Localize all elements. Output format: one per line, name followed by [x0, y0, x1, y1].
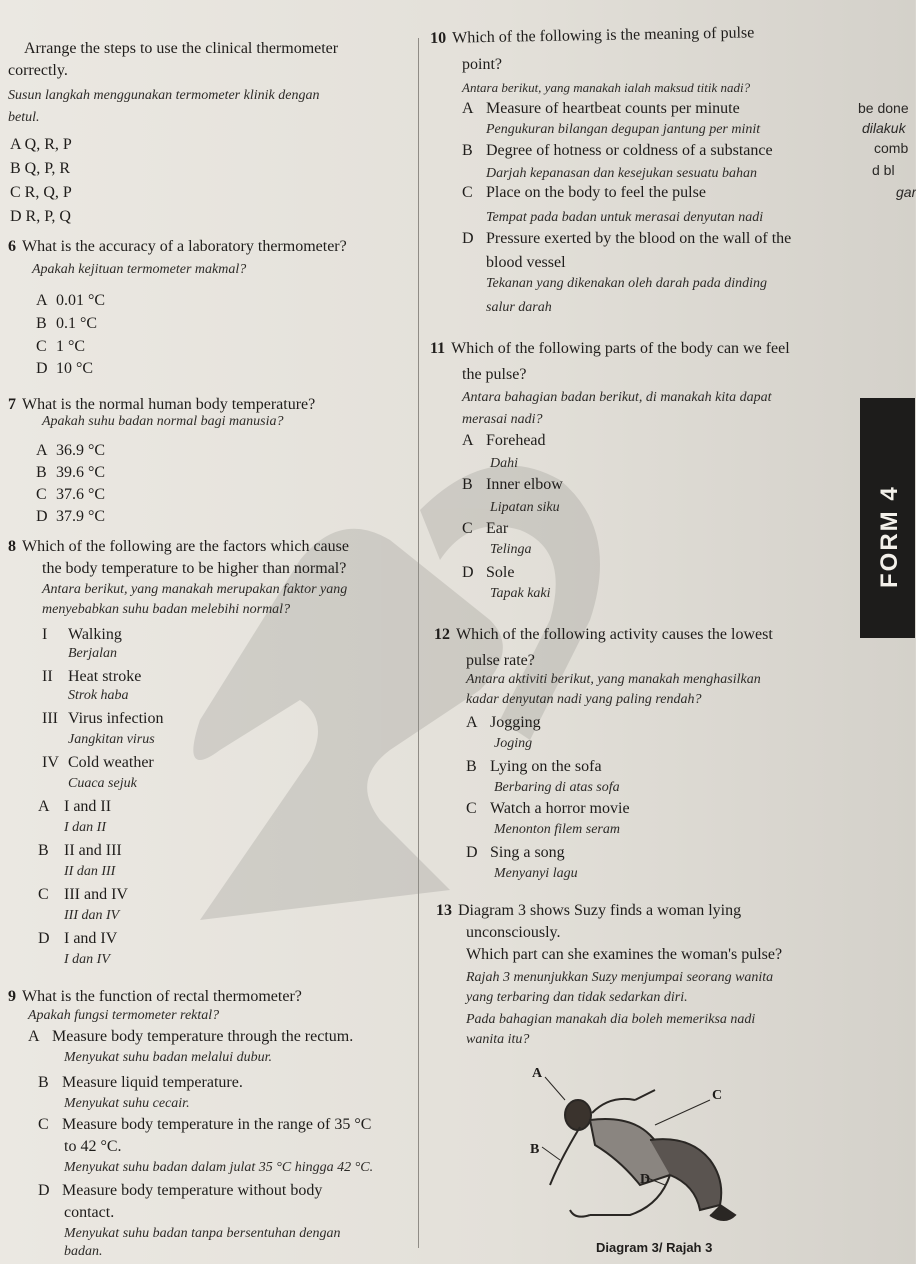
question-translation: Antara berikut, yang manakah ialah maksud titik nadi? — [462, 80, 751, 95]
option-a[interactable] — [36, 440, 105, 462]
question-text: correctly. — [8, 62, 68, 79]
woman-forearm — [635, 1090, 655, 1100]
option-text: 1 °C — [56, 338, 86, 355]
option-c[interactable] — [38, 1114, 371, 1136]
option-translation: Pengukuran bilangan degupan jantung per minit — [486, 122, 761, 137]
form-4-side-tab — [860, 398, 915, 638]
option-d[interactable] — [36, 358, 93, 380]
question-translation: Antara aktiviti berikut, yang manakah menghasilkan — [466, 672, 761, 687]
diagram-3-illustration — [520, 1065, 750, 1240]
option-text: Measure of heartbeat counts per minute — [486, 100, 740, 117]
option-text: I and IV — [64, 930, 118, 947]
option-letter: D — [462, 564, 474, 581]
question-text: the pulse? — [462, 366, 527, 383]
option-translation: Menyanyi lagu — [494, 866, 578, 881]
figure-label-a: A — [532, 1066, 543, 1081]
option-text: 10 °C — [56, 360, 94, 377]
option-text: 37.6 °C — [56, 486, 106, 503]
question-translation: Apakah suhu badan normal bagi manusia? — [42, 414, 284, 429]
statement-translation: Berjalan — [68, 646, 117, 661]
option-translation: badan. — [64, 1244, 103, 1259]
option-translation: II dan III — [64, 864, 116, 879]
statement-text: Virus infection — [68, 710, 164, 727]
option-text: III and IV — [64, 886, 128, 903]
option-b[interactable]: B Q, P, R — [10, 160, 71, 177]
option-text: 0.01 °C — [56, 292, 106, 309]
question-number: 13 — [436, 902, 452, 919]
woman-leg — [590, 1175, 670, 1215]
question-translation: Antara berikut, yang manakah merupakan faktor yang — [42, 582, 348, 597]
question-translation: kadar denyutan nadi yang paling rendah? — [466, 692, 702, 707]
option-letter: A — [38, 798, 50, 815]
option-a[interactable] — [462, 430, 546, 452]
option-letter: D — [466, 844, 478, 861]
option-letter: A — [462, 100, 474, 117]
option-letter: B — [36, 464, 47, 481]
option-text: Measure body temperature through the rectum. — [52, 1028, 354, 1045]
figure-caption: Diagram 3/ Rajah 3 — [596, 1240, 713, 1255]
question-number: 10 — [430, 29, 447, 47]
option-letter: D — [36, 360, 48, 377]
question-number: 8 — [8, 538, 16, 555]
option-letter: D — [38, 930, 50, 947]
option-c[interactable] — [462, 182, 706, 204]
question-text: Which of the following parts of the body can we feel — [451, 340, 790, 357]
statement-text: Heat stroke — [68, 668, 142, 685]
question-text: Which of the following activity causes the lowest — [456, 626, 773, 643]
option-letter: B — [462, 476, 473, 493]
question-12 — [434, 624, 773, 646]
question-translation: Apakah kejituan termometer makmal? — [32, 262, 247, 277]
option-letter: C — [462, 184, 473, 201]
option-text: contact. — [64, 1204, 115, 1221]
question-translation: Rajah 3 menunjukkan Suzy menjumpai seorang wanita — [466, 970, 774, 985]
side-tab-label: FORM 4 — [876, 485, 903, 588]
option-d[interactable] — [466, 842, 565, 864]
option-text: Measure body temperature without body — [62, 1182, 323, 1199]
option-translation: Tapak kaki — [490, 586, 551, 601]
question-translation: Antara bahagian badan berikut, di manakah kita dapat — [462, 390, 772, 405]
option-a[interactable] — [38, 796, 111, 818]
option-letter: C — [38, 1116, 49, 1133]
option-letter: B — [462, 142, 473, 159]
question-text: Diagram 3 shows Suzy finds a woman lying — [458, 902, 742, 919]
statement-number: II — [42, 668, 53, 685]
option-d[interactable]: D R, P, Q — [10, 208, 71, 225]
question-translation: merasai nadi? — [462, 412, 543, 427]
question-13 — [436, 900, 741, 922]
statement-2 — [42, 666, 141, 688]
option-letter: D — [462, 230, 474, 247]
option-b[interactable] — [36, 462, 105, 484]
option-c[interactable] — [38, 884, 128, 906]
statement-text: Walking — [68, 626, 122, 643]
option-b[interactable] — [462, 474, 563, 496]
question-translation: Apakah fungsi termometer rektal? — [28, 1008, 220, 1023]
statement-translation: Cuaca sejuk — [68, 776, 137, 791]
option-letter: A — [36, 292, 48, 309]
option-letter: A — [36, 442, 48, 459]
option-text: Forehead — [486, 432, 546, 449]
option-d[interactable] — [38, 928, 117, 950]
option-text: II and III — [64, 842, 122, 859]
option-letter: A — [28, 1028, 40, 1045]
option-b[interactable] — [466, 756, 602, 778]
option-translation: I dan IV — [64, 952, 110, 967]
option-translation: salur darah — [486, 300, 552, 315]
option-c[interactable]: C R, Q, P — [10, 184, 72, 201]
edge-fragment: comb — [874, 140, 909, 156]
option-text: Ear — [486, 520, 509, 537]
option-translation: Telinga — [490, 542, 532, 557]
question-text: unconsciously. — [466, 924, 561, 941]
option-c[interactable] — [36, 484, 105, 506]
option-text: Pressure exerted by the blood on the wall of the — [486, 230, 792, 247]
question-translation: Susun langkah menggunakan termometer klinik dengan — [8, 88, 320, 103]
option-letter: A — [466, 714, 478, 731]
option-a[interactable] — [462, 98, 740, 120]
option-translation: Dahi — [490, 456, 518, 471]
option-translation: Menyukat suhu cecair. — [64, 1096, 190, 1111]
option-translation: Menyukat suhu badan melalui dubur. — [64, 1050, 273, 1065]
option-b[interactable] — [38, 1072, 243, 1094]
option-text: 36.9 °C — [56, 442, 106, 459]
option-translation: I dan II — [64, 820, 106, 835]
option-text: Watch a horror movie — [490, 800, 630, 817]
option-translation: Tempat pada badan untuk merasai denyutan nadi — [486, 210, 764, 225]
option-letter: C — [38, 886, 49, 903]
statement-4 — [42, 752, 154, 774]
edge-fragment: dilakuk — [862, 120, 906, 136]
option-text: 0.1 °C — [56, 315, 98, 332]
question-11 — [430, 338, 790, 360]
option-text: Inner elbow — [486, 476, 563, 493]
woman-head — [565, 1100, 591, 1130]
option-text: Lying on the sofa — [490, 758, 602, 775]
option-translation: Menyukat suhu badan tanpa bersentuhan dengan — [64, 1226, 341, 1241]
question-number: 6 — [8, 238, 16, 255]
option-c[interactable] — [36, 336, 85, 358]
question-translation: wanita itu? — [466, 1032, 530, 1047]
edge-fragment: d bl — [872, 162, 895, 178]
statement-text: Cold weather — [68, 754, 154, 771]
option-text: Sing a song — [490, 844, 565, 861]
option-translation: Tekanan yang dikenakan oleh darah pada dinding — [486, 276, 768, 291]
question-text: point? — [462, 56, 502, 73]
option-letter: A — [462, 432, 474, 449]
pointer-line-a — [545, 1077, 565, 1100]
option-translation: Berbaring di atas sofa — [494, 780, 620, 795]
option-d[interactable] — [462, 562, 514, 584]
option-text: Sole — [486, 564, 515, 581]
option-text: Measure liquid temperature. — [62, 1074, 243, 1091]
question-text: What is the accuracy of a laboratory thermometer? — [22, 238, 347, 255]
option-translation: Menonton filem seram — [494, 822, 620, 837]
option-text: blood vessel — [486, 254, 566, 271]
statement-number: IV — [42, 754, 59, 771]
option-text: to 42 °C. — [64, 1138, 122, 1155]
option-c[interactable] — [466, 798, 630, 820]
question-6 — [8, 236, 347, 258]
option-letter: D — [38, 1182, 50, 1199]
question-number: 9 — [8, 988, 16, 1005]
question-text: pulse rate? — [466, 652, 535, 669]
question-translation: yang terbaring dan tidak sedarkan diri. — [466, 990, 688, 1005]
option-letter: C — [36, 486, 47, 503]
option-text: 39.6 °C — [56, 464, 106, 481]
question-translation: menyebabkan suhu badan melebihi normal? — [42, 602, 291, 617]
option-letter: B — [38, 1074, 49, 1091]
option-text: 37.9 °C — [56, 508, 106, 525]
option-letter: B — [466, 758, 477, 775]
option-letter: D — [36, 508, 48, 525]
question-text: Which of the following are the factors which cause — [22, 538, 349, 555]
option-letter: B — [36, 315, 47, 332]
option-b[interactable] — [462, 140, 773, 162]
option-c[interactable] — [462, 518, 508, 540]
question-text: Arrange the steps to use the clinical thermometer — [24, 40, 339, 57]
figure-label-b: B — [530, 1142, 540, 1157]
option-letter: C — [36, 338, 47, 355]
pointer-line-c — [655, 1100, 710, 1125]
option-d[interactable] — [462, 228, 791, 250]
option-translation: Joging — [494, 736, 533, 751]
option-d[interactable] — [36, 506, 105, 528]
column-divider — [418, 38, 419, 1248]
question-text: the body temperature to be higher than normal? — [42, 560, 347, 577]
option-translation: Menyukat suhu badan dalam julat 35 °C hingga 42 °C. — [64, 1160, 374, 1175]
edge-fragment: be done — [858, 100, 909, 116]
option-a[interactable]: A Q, R, P — [10, 136, 72, 153]
option-text: Measure body temperature in the range of 35 °C — [62, 1116, 372, 1133]
statement-1 — [42, 624, 122, 646]
option-letter: B — [38, 842, 49, 859]
question-number: 7 — [8, 396, 16, 413]
option-a[interactable] — [466, 712, 541, 734]
question-text: Which of the following is the meaning of pulse — [452, 24, 755, 47]
question-10 — [430, 22, 754, 50]
question-9 — [8, 986, 302, 1008]
option-letter: C — [462, 520, 473, 537]
option-translation: Lipatan siku — [490, 500, 560, 515]
option-a[interactable] — [36, 290, 105, 312]
statement-translation: Strok haba — [68, 688, 129, 703]
question-8 — [8, 536, 349, 558]
question-translation: Pada bahagian manakah dia boleh memeriksa nadi — [466, 1012, 756, 1027]
woman-foot — [570, 1210, 590, 1217]
option-text: Place on the body to feel the pulse — [486, 184, 706, 201]
pointer-line-b — [542, 1147, 560, 1160]
figure-label-d: D — [640, 1172, 651, 1187]
option-translation: Darjah kepanasan dan kesejukan sesuatu bahan — [486, 166, 758, 181]
option-d[interactable] — [38, 1180, 322, 1202]
statement-number: I — [42, 626, 48, 643]
statement-translation: Jangkitan virus — [68, 732, 155, 747]
option-text: Jogging — [490, 714, 541, 731]
option-text: I and II — [64, 798, 112, 815]
question-number: 12 — [434, 626, 450, 643]
statement-3 — [42, 708, 163, 730]
option-b[interactable] — [36, 313, 97, 335]
option-b[interactable] — [38, 840, 122, 862]
question-translation: betul. — [8, 110, 40, 125]
question-text: What is the normal human body temperature? — [22, 396, 316, 413]
option-text: Degree of hotness or coldness of a substance — [486, 142, 773, 159]
edge-fragment: gar — [896, 184, 916, 200]
figure-label-c: C — [712, 1088, 723, 1103]
question-text: Which part can she examines the woman's pulse? — [466, 946, 783, 963]
option-translation: III dan IV — [64, 908, 120, 923]
option-a[interactable] — [28, 1026, 353, 1048]
option-letter: C — [466, 800, 477, 817]
question-text: What is the function of rectal thermometer? — [22, 988, 302, 1005]
statement-number: III — [42, 710, 58, 727]
question-number: 11 — [430, 340, 446, 357]
woman-arm — [592, 1099, 635, 1113]
